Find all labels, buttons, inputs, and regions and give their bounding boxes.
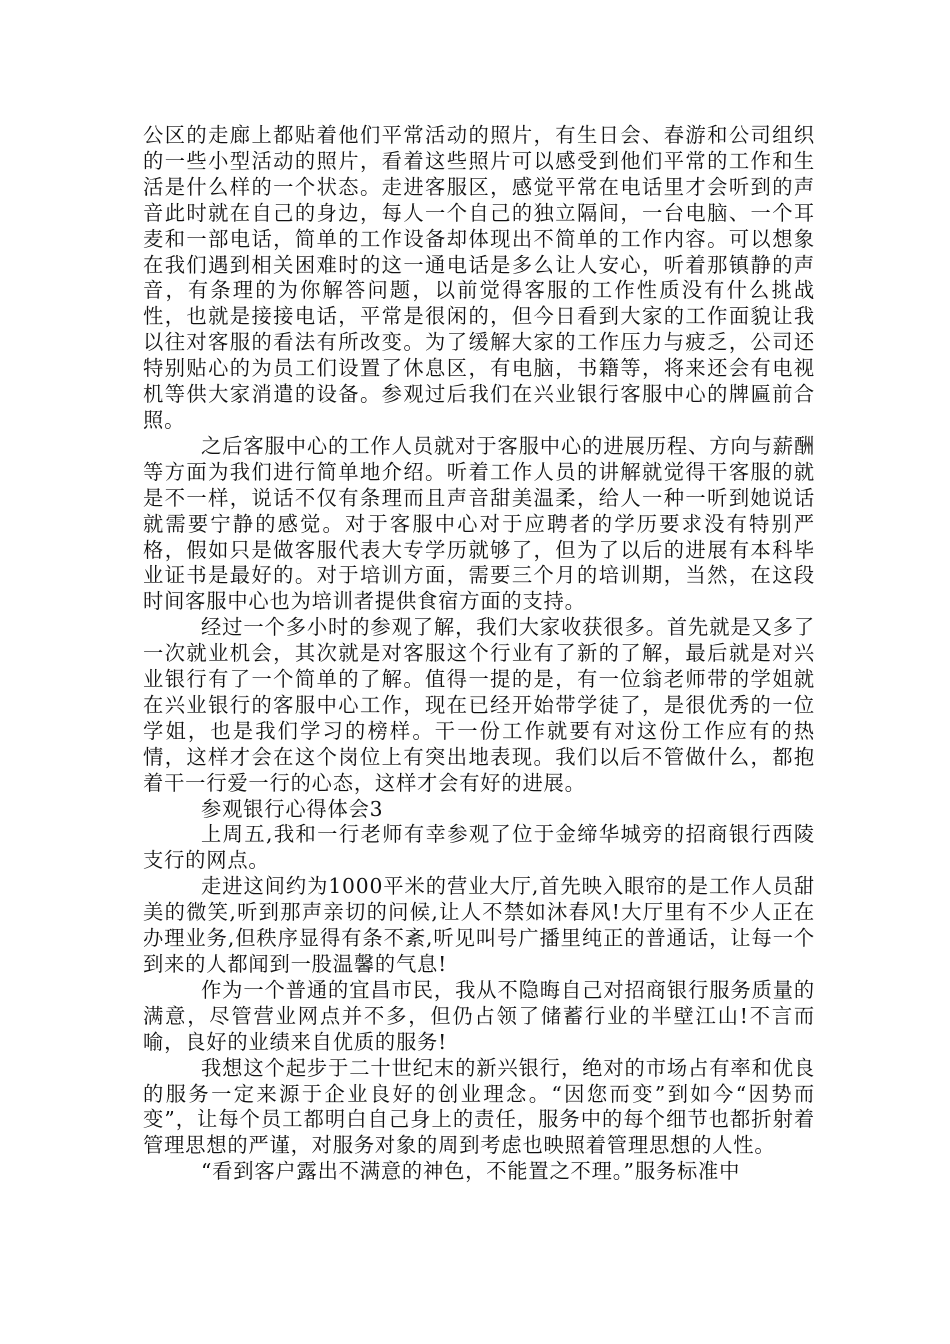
paragraph-continued: 公区的走廊上都贴着他们平常活动的照片，有生日会、春游和公司组织的一些小型活动的照片，看着这些照片可以感受到他们平常的工作和生活是什么样的一个状态。走进客服区，感觉平常在电话里才会听到的声音此时就在自己的身边，每人一个自己的独立隔间，一台电脑、一个耳麦和一部电话，简单的工作设备却体现出不简单的工作内容。可以想象在我们遇到相关困难时的这一通电话是多么让人安心，听着那镇静的声音，有条理的为你解答问题，以前觉得客服的工作性质没有什么挑战性，也就是接接电话，平常是很闲的，但今日看到大家的工作面貌让我以往对客服的看法有所改变。为了缓解大家的工作压力与疲乏，公司还特别贴心的为员工们设置了休息区，有电脑，书籍等，将来还会有电视机等供大家消遣的设备。参观过后我们在兴业银行客服中心的牌匾前合照。 <box>143 123 815 432</box>
paragraph: 上周五,我和一行老师有幸参观了位于金缔华城旁的招商银行西陵支行的网点。 <box>143 822 815 873</box>
document-body <box>143 123 815 1185</box>
section-heading: 参观银行心得体会3 <box>201 796 384 821</box>
paragraph: 之后客服中心的工作人员就对于客服中心的进展历程、方向与薪酬等方面为我们进行简单地介绍。听着工作人员的讲解就觉得干客服的就是不一样，说话不仅有条理而且声音甜美温柔，给人一种一听到她说话就需要宁静的感觉。对于客服中心对于应聘者的学历要求没有特别严格，假如只是做客服代表大专学历就够了，但为了以后的进展有本科毕业证书是最好的。对于培训方面，需要三个月的培训期，当然，在这段时间客服中心也为培训者提供食宿方面的支持。 <box>143 433 815 614</box>
paragraph: 经过一个多小时的参观了解，我们大家收获很多。首先就是又多了一次就业机会，其次就是对客服这个行业有了新的了解，最后就是对兴业银行有了一个简单的了解。值得一提的是，有一位翁老师带的学姐就在兴业银行的客服中心工作，现在已经开始带学徒了，是很优秀的一位学姐，也是我们学习的榜样。干一份工作就要有对这份工作应有的热情，这样才会在这个岗位上有突出地表现。我们以后不管做什么，都抱着干一行爱一行的心态，这样才会有好的进展。 <box>143 615 815 795</box>
paragraph: 走进这间约为1000平米的营业大厅,首先映入眼帘的是工作人员甜美的微笑,听到那声亲切的问候,让人不禁如沐春风!大厅里有不少人正在办理业务,但秩序显得有条不紊,听见叫号广播里纯正的普通话，让每一个到来的人都闻到一股温馨的气息! <box>143 874 815 976</box>
paragraph: 我想这个起步于二十世纪末的新兴银行，绝对的市场占有率和优良的服务一定来源于企业良好的创业理念。“因您而变”到如今“因势而变”，让每个员工都明白自己身上的责任，服务中的每个细节也都折射着管理思想的严谨，对服务对象的周到考虑也映照着管理思想的人性。 <box>143 1055 815 1158</box>
paragraph: 作为一个普通的宜昌市民，我从不隐晦自己对招商银行服务质量的满意，尽管营业网点并不多，但仍占领了储蓄行业的半壁江山!不言而喻，良好的业绩来自优质的服务! <box>143 977 815 1054</box>
paragraph: “看到客户露出不满意的神色，不能置之不理。”服务标准中 <box>201 1159 741 1184</box>
